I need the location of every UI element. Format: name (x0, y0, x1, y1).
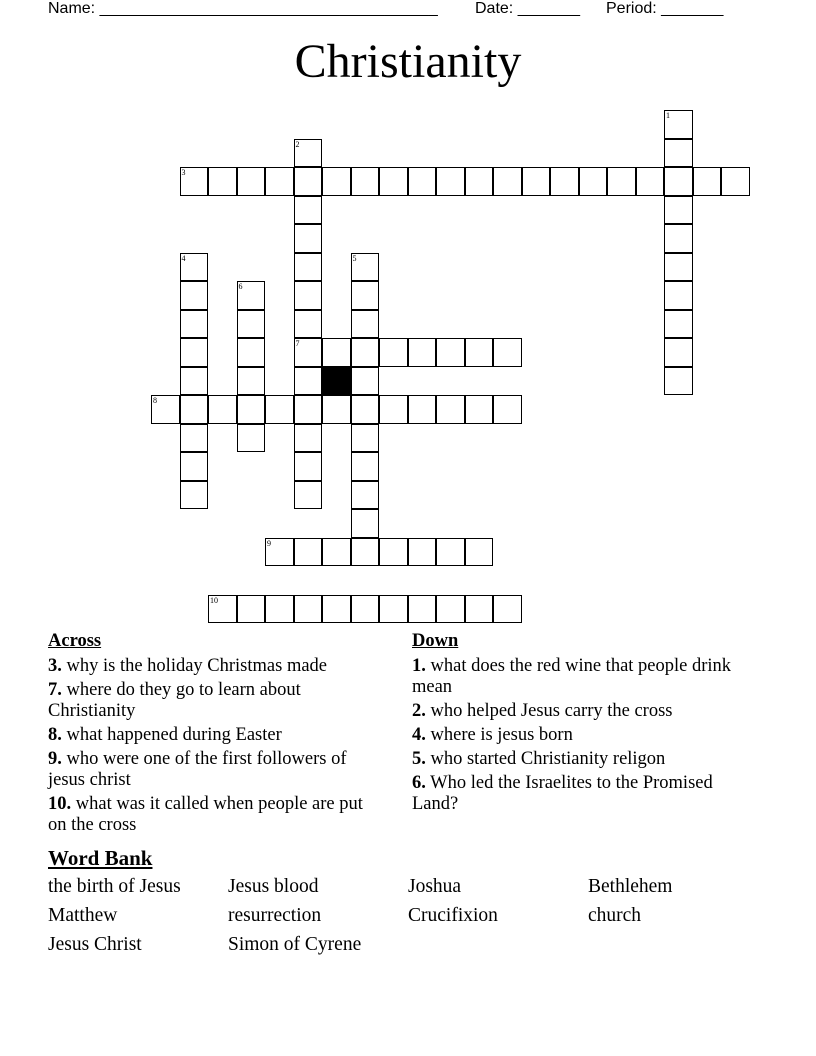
crossword-cell[interactable] (351, 452, 380, 481)
crossword-cell[interactable] (265, 167, 294, 196)
clue-text: where do they go to learn about Christianity (48, 680, 301, 721)
crossword-cell[interactable] (180, 367, 209, 396)
crossword-cell[interactable] (294, 253, 323, 282)
crossword-cell[interactable] (379, 595, 408, 624)
crossword-cell[interactable] (493, 167, 522, 196)
page-title: Christianity (294, 35, 522, 88)
crossword-cell[interactable] (379, 167, 408, 196)
crossword-cell[interactable] (664, 224, 693, 253)
clue-number: 3. (48, 656, 62, 676)
crossword-cell[interactable] (664, 110, 693, 139)
across-clue-7 (48, 680, 383, 722)
crossword-cell[interactable] (322, 338, 351, 367)
down-heading: Down (412, 631, 459, 651)
crossword-cell[interactable] (151, 395, 180, 424)
clue-number: 6. (412, 773, 426, 793)
crossword-cell[interactable] (721, 167, 750, 196)
crossword-cell[interactable] (180, 338, 209, 367)
down-clue-5 (412, 749, 752, 770)
crossword-cell[interactable] (180, 167, 209, 196)
crossword-cell[interactable] (294, 424, 323, 453)
word-bank-item: the birth of Jesus (48, 876, 181, 897)
crossword-cell[interactable] (408, 395, 437, 424)
crossword-cell[interactable] (294, 595, 323, 624)
crossword-cell[interactable] (294, 367, 323, 396)
crossword-cell[interactable] (208, 595, 237, 624)
crossword-cell[interactable] (294, 196, 323, 225)
crossword-cell[interactable] (322, 595, 351, 624)
across-clue-8 (48, 725, 383, 746)
crossword-cell[interactable] (664, 310, 693, 339)
crossword-cell[interactable] (237, 281, 266, 310)
clue-text: who helped Jesus carry the cross (425, 701, 673, 721)
crossword-cell[interactable] (607, 167, 636, 196)
clue-text: where is jesus born (425, 725, 573, 745)
date-field-label: Date: _______ (475, 0, 580, 17)
crossword-cell[interactable] (180, 310, 209, 339)
crossword-cell[interactable] (265, 395, 294, 424)
crossword-cell[interactable] (636, 167, 665, 196)
crossword-cell[interactable] (294, 281, 323, 310)
word-bank-item: church (588, 905, 642, 926)
crossword-cell[interactable] (664, 281, 693, 310)
clue-number: 5. (412, 749, 426, 769)
crossword-cell[interactable] (294, 139, 323, 168)
clue-number-label: 6 (238, 282, 243, 291)
crossword-cell[interactable] (465, 538, 494, 567)
across-clues (48, 631, 383, 839)
crossword-cell[interactable] (294, 338, 323, 367)
crossword-cell[interactable] (436, 167, 465, 196)
crossword-cell[interactable] (294, 481, 323, 510)
clue-text: who started Christianity religon (425, 749, 666, 769)
crossword-cell[interactable] (379, 538, 408, 567)
crossword-cell[interactable] (351, 424, 380, 453)
clue-text: what happened during Easter (61, 725, 282, 745)
clue-number: 2. (412, 701, 426, 721)
word-bank-item: Bethlehem (588, 876, 673, 897)
crossword-cell[interactable] (322, 395, 351, 424)
crossword-cell[interactable] (208, 167, 237, 196)
crossword-cell[interactable] (237, 367, 266, 396)
across-clue-3 (48, 656, 383, 677)
word-bank-item: Jesus blood (228, 876, 319, 897)
crossword-black-cell (322, 367, 351, 396)
clue-number: 10. (48, 794, 72, 814)
crossword-cell[interactable] (436, 595, 465, 624)
crossword-cell[interactable] (436, 395, 465, 424)
clue-number-label: 8 (153, 396, 157, 405)
across-clue-9 (48, 749, 383, 791)
crossword-cell[interactable] (180, 253, 209, 282)
crossword-cell[interactable] (579, 167, 608, 196)
crossword-cell[interactable] (180, 481, 209, 510)
crossword-cell[interactable] (465, 167, 494, 196)
crossword-cell[interactable] (351, 538, 380, 567)
across-clue-10 (48, 794, 383, 836)
down-clue-6 (412, 773, 752, 815)
crossword-cell[interactable] (237, 424, 266, 453)
crossword-cell[interactable] (237, 167, 266, 196)
crossword-cell[interactable] (294, 452, 323, 481)
crossword-cell[interactable] (379, 395, 408, 424)
clue-number-label: 3 (181, 168, 186, 177)
crossword-cell[interactable] (408, 595, 437, 624)
crossword-cell[interactable] (693, 167, 722, 196)
crossword-cell[interactable] (294, 538, 323, 567)
word-bank-item: Simon of Cyrene (228, 934, 362, 955)
clue-text: what does the red wine that people drink mean (412, 656, 732, 697)
crossword-cell[interactable] (493, 595, 522, 624)
crossword-cell[interactable] (522, 167, 551, 196)
crossword-cell[interactable] (351, 338, 380, 367)
crossword-cell[interactable] (265, 538, 294, 567)
crossword-cell[interactable] (294, 395, 323, 424)
crossword-cell[interactable] (351, 367, 380, 396)
crossword-cell[interactable] (351, 281, 380, 310)
crossword-cell[interactable] (493, 338, 522, 367)
clue-text: who were one of the first followers of jesus christ (48, 749, 347, 790)
crossword-cell[interactable] (664, 167, 693, 196)
crossword-cell[interactable] (237, 595, 266, 624)
crossword-cell[interactable] (294, 310, 323, 339)
crossword-cell[interactable] (180, 424, 209, 453)
crossword-cell[interactable] (351, 509, 380, 538)
clue-number: 7. (48, 680, 62, 700)
clue-number: 8. (48, 725, 62, 745)
crossword-cell[interactable] (465, 338, 494, 367)
down-clue-1 (412, 656, 752, 698)
crossword-cell[interactable] (351, 253, 380, 282)
crossword-cell[interactable] (237, 310, 266, 339)
crossword-cell[interactable] (322, 167, 351, 196)
crossword-cell[interactable] (436, 338, 465, 367)
crossword-cell[interactable] (180, 395, 209, 424)
across-heading: Across (48, 631, 102, 651)
clue-number: 1. (412, 656, 426, 676)
crossword-cell[interactable] (408, 538, 437, 567)
crossword-cell[interactable] (664, 338, 693, 367)
crossword-cell[interactable] (664, 139, 693, 168)
period-field-label: Period: _______ (606, 0, 724, 17)
crossword-cell[interactable] (436, 538, 465, 567)
clue-number-label: 2 (295, 139, 300, 149)
crossword-cell[interactable] (465, 595, 494, 624)
crossword-cell[interactable] (664, 367, 693, 396)
crossword-cell[interactable] (351, 310, 380, 339)
crossword-cell[interactable] (465, 395, 494, 424)
clue-text: why is the holiday Christmas made (61, 656, 328, 676)
crossword-cell[interactable] (180, 281, 209, 310)
crossword-cell[interactable] (294, 224, 323, 253)
word-bank-item: Jesus Christ (48, 934, 142, 955)
clue-text: Who led the Israelites to the Promised Land? (412, 773, 713, 814)
word-bank-title: Word Bank (48, 846, 153, 870)
crossword-cell[interactable] (208, 395, 237, 424)
clue-number-label: 10 (210, 595, 218, 605)
crossword-cell[interactable] (265, 595, 294, 624)
crossword-cell[interactable] (408, 338, 437, 367)
crossword-cell[interactable] (550, 167, 579, 196)
word-bank-item: Matthew (48, 905, 118, 926)
crossword-cell[interactable] (180, 452, 209, 481)
down-clue-2 (412, 701, 752, 722)
word-bank-item: Joshua (408, 876, 462, 897)
clue-number: 4. (412, 725, 426, 745)
crossword-cell[interactable] (664, 253, 693, 282)
crossword-cell[interactable] (351, 167, 380, 196)
down-clues (412, 631, 752, 818)
crossword-cell[interactable] (294, 167, 323, 196)
crossword-cell[interactable] (493, 395, 522, 424)
word-bank-item: Crucifixion (408, 905, 498, 926)
crossword-cell[interactable] (379, 338, 408, 367)
crossword-cell[interactable] (351, 481, 380, 510)
crossword-cell[interactable] (351, 595, 380, 624)
clue-number-label: 9 (267, 538, 271, 548)
clue-number-label: 7 (295, 339, 300, 348)
clue-number-label: 1 (666, 111, 670, 120)
crossword-cell[interactable] (237, 395, 266, 424)
crossword-cell[interactable] (237, 338, 266, 367)
word-bank-item: resurrection (228, 905, 322, 926)
down-clue-4 (412, 725, 752, 746)
clue-number: 9. (48, 749, 62, 769)
crossword-cell[interactable] (322, 538, 351, 567)
crossword-cell[interactable] (351, 395, 380, 424)
clue-text: what was it called when people are put on the cross (48, 794, 363, 835)
name-field-label: Name: ______________________________________ (48, 0, 438, 17)
clue-number-label: 4 (181, 253, 186, 263)
crossword-cell[interactable] (408, 167, 437, 196)
crossword-cell[interactable] (664, 196, 693, 225)
clue-number-label: 5 (352, 253, 357, 263)
